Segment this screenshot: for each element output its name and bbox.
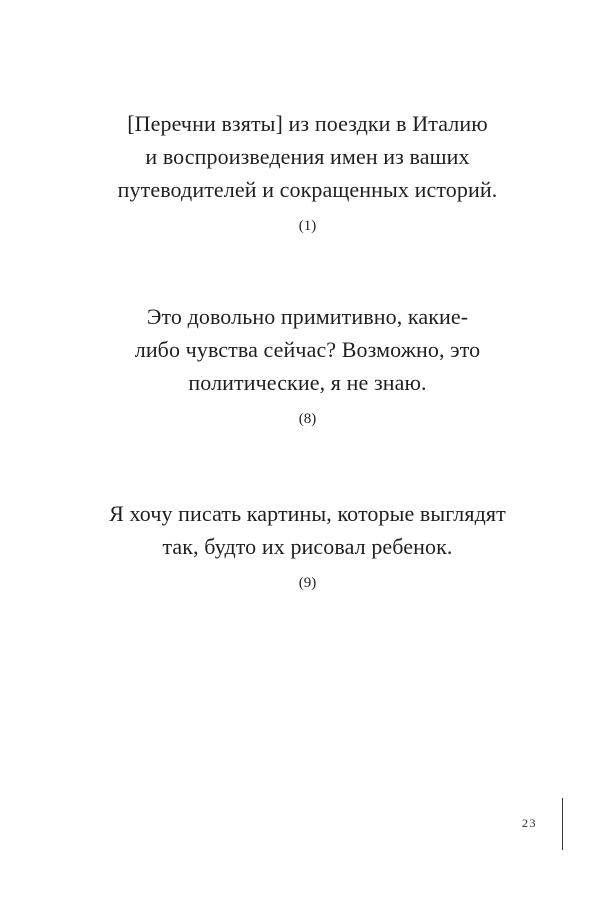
quote-line: Это довольно примитивно, какие-	[146, 304, 469, 329]
quote-block	[0, 300, 615, 429]
quote-reference: (9)	[298, 575, 317, 591]
page-number-rule	[562, 798, 563, 850]
quote-line: так, будто их рисовал ребенок.	[162, 534, 453, 559]
quote-line: Я хочу писать картины, которые выглядят	[109, 501, 506, 526]
quote-reference: (1)	[298, 218, 317, 234]
quote-reference: (8)	[298, 411, 317, 427]
page-number: 23	[522, 816, 537, 830]
quote-line: путеводителей и сокращенных историй.	[117, 177, 498, 202]
quote-line: либо чувства сейчас? Возможно, это	[134, 337, 481, 362]
quote-block	[0, 497, 615, 593]
quote-line: политические, я не знаю.	[188, 370, 427, 395]
quote-line: [Перечни взяты] из поездки в Италию	[127, 111, 488, 136]
quote-line: и воспроизведения имен из ваших	[145, 144, 470, 169]
quote-block	[0, 107, 615, 236]
